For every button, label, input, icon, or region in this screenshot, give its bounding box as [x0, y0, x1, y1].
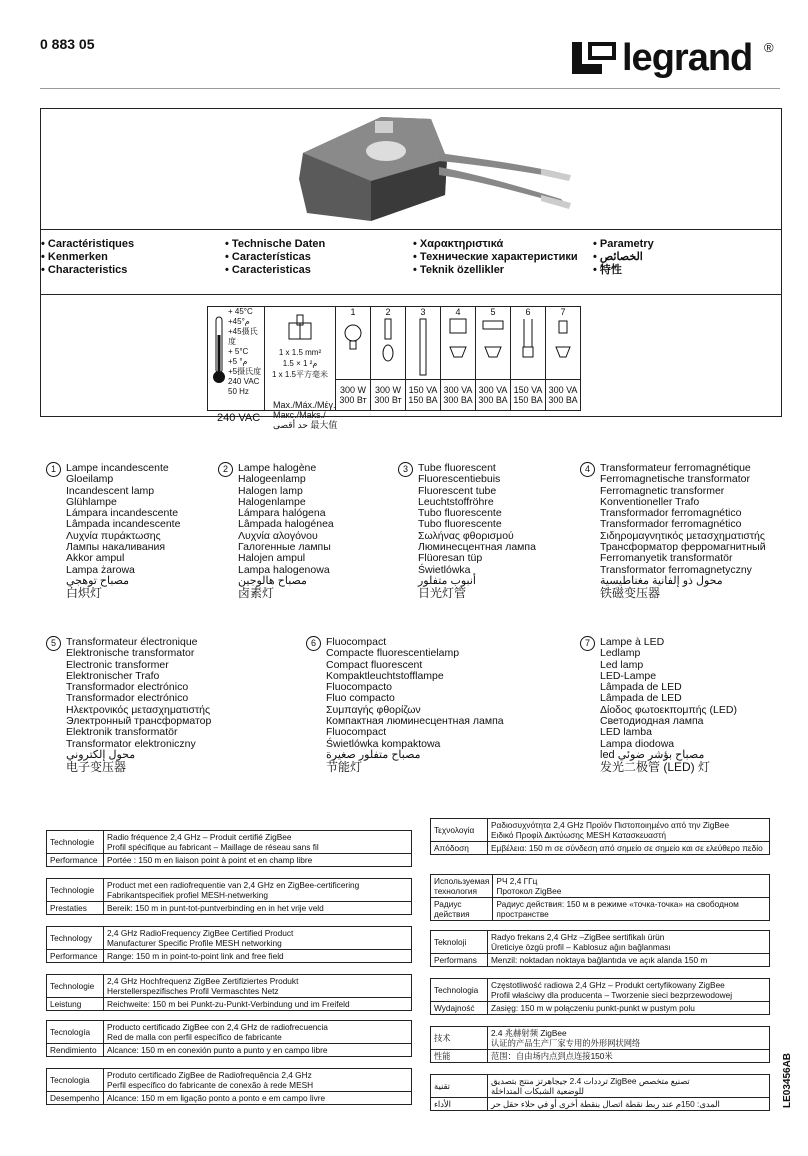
tech-value: Product met een radiofrequentie van 2,4 GHz en ZigBee-certificering Fabrikantspecifiek profiel MESH-netwerking: [104, 879, 412, 902]
tech-value: Producto certificado ZigBee con 2,4 GHz de radiofrecuencia Red de malla con perfil específico de fabricante: [104, 1021, 412, 1044]
tech-label: Performance: [47, 854, 104, 867]
lamp-name: Halogeenlamp: [238, 473, 306, 486]
lamp-name: Fluocompact: [326, 726, 387, 739]
electronic-transformer-icon: [481, 317, 505, 367]
power-4: 300 VA 300 ВА: [441, 380, 476, 411]
tech-value: Εμβέλεια: 150 m σε σύνδεση από σημείο σε σημείο και σε ελεύθερο πεδίο: [488, 842, 770, 855]
lamp-name: Gloeilamp: [66, 473, 114, 486]
tech-value: ترددات 2.4 جيجاهرتز منتج بتصديق ZigBee تصنيع متخصص للوضعية الشبكات المتداخلة: [488, 1075, 770, 1098]
led-lamp-icon: [553, 317, 573, 367]
lamp-name: Halojen ampul: [238, 552, 306, 565]
ferromagnetic-transformer-icon: [446, 317, 470, 367]
lamp-name: Συμπαγής φθορίζων: [326, 703, 421, 716]
lamp-name: Świetlówka: [418, 563, 471, 576]
tech-value: المدى: 150م عند ربط نقطة اتصال بنقطة أخرى أو في حلاء حقل حر: [488, 1098, 770, 1111]
specifications-panel: [40, 294, 782, 430]
power-1: 300 W 300 Вт: [336, 380, 371, 411]
lamp-name: Светодиодная лампа: [600, 715, 704, 728]
tech-label: Teknoloji: [431, 931, 488, 954]
lamp-name-arabic: أنبوب متفلور: [418, 574, 476, 587]
lamp-name-arabic: محول إلكتروني: [66, 748, 136, 761]
lamp-7-icon-cell: 7: [546, 307, 581, 380]
lamp-name: Λυχνία πυράκτωσης: [66, 529, 161, 542]
lamp-name-chinese: 节能灯: [326, 760, 363, 775]
lamp-name: Lampa żarowa: [66, 563, 135, 576]
lamp-name: Transformator ferromagnetyczny: [600, 563, 752, 576]
tech-label: تقنية: [431, 1075, 488, 1098]
lamp-name: Transformator elektroniczny: [66, 737, 196, 750]
lamp-name: Lampe à LED: [600, 636, 665, 648]
section-cell: 1 x 1.5 mm² 1.5 × 1 م² 1 x 1.5平方毫米: [265, 307, 336, 411]
lamp-name: Compact fluorescent: [326, 658, 423, 671]
tech-value: 2,4 GHz Hochfrequenz ZigBee Zertifiziertes Produkt Herstellerspezifisches Profil Vermaschtes Netz: [104, 975, 412, 998]
max-label: Max./Máx./Μέγ. Макс./Maks./ حد أقصى 最大值: [273, 400, 338, 430]
lamp-name: Elektronische transformator: [66, 647, 195, 660]
registered-mark: ®: [764, 40, 774, 55]
technology-table: [430, 930, 770, 967]
lamp-name: Kompaktleuchtstofflampe: [326, 669, 444, 682]
tech-label: Performance: [47, 950, 104, 963]
tech-label: Используемая технология: [431, 875, 493, 898]
product-photo: [40, 108, 782, 230]
halogen-lamp-icon: [378, 317, 398, 367]
lamp-name: Lámpara incandescente: [66, 507, 179, 520]
lamp-number-badge: 3: [398, 462, 413, 477]
tech-label: Technologie: [47, 831, 104, 854]
lamp-name: Ferromagnetic transformer: [600, 484, 725, 497]
lamp-number-badge: 5: [46, 636, 61, 651]
lamp-name: Glühlampe: [66, 495, 117, 508]
lamp-name: LED lamba: [600, 726, 652, 739]
tech-value: Reichweite: 150 m bei Punkt-zu-Punkt-Verbindung und im Freifeld: [104, 998, 412, 1011]
tech-label: Τεχνολογία: [431, 819, 488, 842]
lamp-name: Lâmpada halogénea: [238, 518, 334, 531]
lamp-name: Transformador ferromagnético: [600, 518, 742, 531]
lamp-name: Fluocompacto: [326, 681, 392, 694]
lamp-name: Flüoresan tüp: [418, 552, 483, 565]
lamp-name-arabic: مصباح هالوجين: [238, 574, 307, 587]
compact-fluorescent-icon: [518, 317, 538, 367]
lamp-name: Halogenlampe: [238, 495, 306, 508]
tech-value: Radyo frekans 2,4 GHz –ZigBee sertifikalı ürün Üreticiye özgü profil – Kablosuz ağın bağlanması: [488, 931, 770, 954]
lamp-name: Transformador ferromagnético: [600, 507, 742, 520]
lamp-name: Tubo fluorescente: [418, 507, 502, 520]
legrand-logo: [568, 36, 780, 80]
technology-table: [430, 1074, 770, 1111]
tech-value: Ραδιοσυχνότητα 2,4 GHz Προϊόν Πιστοποιημένο από την ZigBee Ειδικό Προφίλ Δικτύωσης MESH Κατασκευαστή: [488, 819, 770, 842]
tech-label: Leistung: [47, 998, 104, 1011]
lamp-name-chinese: 铁磁变压器: [600, 586, 661, 601]
lamp-name: Fluo compacto: [326, 692, 395, 705]
header-col-1: • Caractéristiques • Kenmerken • Characteristics: [41, 238, 134, 277]
tech-label: Rendimiento: [47, 1044, 104, 1057]
power-3: 150 VA 150 ВА: [406, 380, 441, 411]
lamp-name: Трансформатор ферромагнитный: [600, 541, 766, 554]
lamp-3-icon-cell: 3: [406, 307, 441, 380]
lamp-name: LED-Lampe: [600, 669, 657, 682]
lamp-name: Transformador electrónico: [66, 681, 189, 694]
tech-label: Απόδοση: [431, 842, 488, 855]
technology-table: [430, 818, 770, 855]
header-col-3: • Χαρακτηριστικά • Технические характеристики • Teknik özellikler: [413, 238, 578, 277]
lamp-name-arabic: مصباح متفلور صغيرة: [326, 748, 421, 761]
tech-value: Menzil: noktadan noktaya bağlantıda ve açık alanda 150 m: [488, 954, 770, 967]
lamp-name: Tube fluorescent: [418, 462, 496, 474]
tech-label: Technologie: [47, 879, 104, 902]
header-col-2: • Technische Daten • Características • Caracteristicas: [225, 238, 325, 277]
lamp-name: Ferromagnetische transformator: [600, 473, 750, 486]
lamp-name: Lampe incandescente: [66, 462, 169, 474]
lamp-name: Электронный трансформатор: [66, 715, 212, 728]
lamp-name: Akkor ampul: [66, 552, 125, 565]
lamp-name: Λυχνία αλογόνου: [238, 529, 318, 542]
lamp-name: Lampa diodowa: [600, 737, 675, 750]
brand-name: legrand: [622, 37, 753, 79]
lamp-name: Lâmpada incandescente: [66, 518, 181, 531]
temperature-cell: + 45°C +45°م +45摄氏度 + 5°C +5 °م +5摄氏度 240 VAC 50 Hz: [208, 307, 265, 411]
lamp-name: Compacte fluorescentielamp: [326, 647, 460, 660]
tech-label: 性能: [431, 1050, 488, 1063]
lamp-name: Transformateur ferromagnétique: [600, 462, 751, 474]
lamp-name: Δίοδος φωτοεκπομπής (LED): [600, 703, 737, 716]
lamp-name: Incandescent lamp: [66, 484, 155, 497]
power-5: 300 VA 300 ВА: [476, 380, 511, 411]
lamp-name: Σιδηρομαγνητικός μετασχηματιστής: [600, 529, 765, 542]
side-code: LE03456AB: [782, 1052, 793, 1108]
lamp-name: Ferromanyetik transformatör: [600, 552, 733, 565]
lamp-5-icon-cell: 5: [476, 307, 511, 380]
tech-label: Tecnología: [47, 1021, 104, 1044]
tech-label: Prestaties: [47, 902, 104, 915]
power-6: 150 VA 150 ВА: [511, 380, 546, 411]
lamp-name: Лампы накаливания: [66, 541, 166, 554]
tech-label: 技术: [431, 1027, 488, 1050]
tech-value: РЧ 2,4 ГГц Протокол ZigBee: [493, 875, 770, 898]
lamp-name-chinese: 日光灯管: [418, 586, 467, 601]
tech-value: 2.4 兆赫射频 ZigBee 认证的产品生产厂家专用的外形网状网络: [488, 1027, 770, 1050]
technology-table: [430, 978, 770, 1015]
power-2: 300 W 300 Вт: [371, 380, 406, 411]
tech-label: Desempenho: [47, 1092, 104, 1105]
lamp-name: Leuchtstoffröhre: [418, 495, 494, 508]
tech-label: Wydajność: [431, 1002, 488, 1015]
lamp-2-icon-cell: 2: [371, 307, 406, 380]
tech-label: Technologie: [47, 975, 104, 998]
tech-value: Alcance: 150 m em ligação ponto a ponto e em campo livre: [104, 1092, 412, 1105]
tech-value: Радиус действия: 150 м в режиме «точка-точка» на свободном пространстве: [493, 898, 770, 921]
specs-table: [207, 306, 581, 411]
lamp-name: Люминесцентная лампа: [418, 541, 536, 554]
tech-value: 2,4 GHz RadioFrequency ZigBee Certified Product Manufacturer Specific Profile MESH networking: [104, 927, 412, 950]
lamp-number-badge: 7: [580, 636, 595, 651]
lamp-name: Ledlamp: [600, 647, 641, 660]
lamp-name: Σωλήνας φθορισμού: [418, 529, 514, 542]
tech-value: Bereik: 150 m in punt-tot-puntverbinding en in het vrije veld: [104, 902, 412, 915]
document-number: 0 883 05: [40, 36, 95, 52]
lamp-name: Галогенные лампы: [238, 541, 331, 554]
tech-label: Technologia: [431, 979, 488, 1002]
tech-value: Częstotliwość radiowa 2,4 GHz – Produkt certyfikowany ZigBee Profil właściwy dla producenta – Tworzenie sieci bezprzewodowej: [488, 979, 770, 1002]
lamp-name: Lâmpada de LED: [600, 692, 682, 705]
lamp-name: Компактная люминесцентная лампа: [326, 715, 504, 728]
lamp-6-icon-cell: 6: [511, 307, 546, 380]
lamp-name: Elektronik transformatör: [66, 726, 178, 739]
lamp-name-chinese: 发光二极管 (LED) 灯: [600, 760, 711, 775]
lamp-name: Elektronischer Trafo: [66, 669, 160, 682]
lamp-name: Lâmpada de LED: [600, 681, 682, 694]
lamp-name: Konventioneller Trafo: [600, 495, 700, 508]
lamp-name: Electronic transformer: [66, 658, 169, 671]
tech-value: Alcance: 150 m en conexión punto a punto y en campo libre: [104, 1044, 412, 1057]
incandescent-bulb-icon: [343, 317, 363, 357]
lamp-name: Transformateur électronique: [66, 636, 198, 648]
technology-table: [46, 878, 412, 915]
tech-label: Tecnologia: [47, 1069, 104, 1092]
tech-label: الأداء: [431, 1098, 488, 1111]
voltage-label: 240 VAC: [217, 412, 261, 424]
tech-value: Radio fréquence 2,4 GHz – Produit certifié ZigBee Profil spécifique au fabricant – Maillage de réseau sans fil: [104, 831, 412, 854]
thermometer-icon: [212, 315, 226, 385]
lamp-name: Ηλεκτρονικός μετασχηματιστής: [66, 703, 211, 716]
technology-table: [46, 1068, 412, 1105]
lamp-name: Led lamp: [600, 658, 644, 671]
lamp-number-badge: 1: [46, 462, 61, 477]
technology-table: [430, 874, 770, 921]
power-7: 300 VA 300 ВА: [546, 380, 581, 411]
tech-value: Produto certificado ZigBee de Radiofrequência 2,4 GHz Perfil específico do fabricante de conexão à rede MESH: [104, 1069, 412, 1092]
header-col-4: • Parametry • الخصائص • 特性: [593, 238, 654, 277]
lamp-name: Fluorescentiebuis: [418, 473, 501, 486]
technology-table: [46, 830, 412, 867]
lamp-name: Lámpara halógena: [238, 507, 326, 520]
lamp-name: Tubo fluorescente: [418, 518, 502, 531]
lamp-number-badge: 2: [218, 462, 233, 477]
lamp-4-icon-cell: 4: [441, 307, 476, 380]
dimmer-module-image: [41, 109, 781, 229]
tech-value: Range: 150 m in point-to-point link and free field: [104, 950, 412, 963]
lamp-name-arabic: محول ذو إلفانية مغناطيسية: [600, 574, 723, 587]
terminal-screw-icon: [285, 313, 315, 343]
lamp-name: Lampa halogenowa: [238, 563, 330, 576]
legrand-mark-icon: [568, 36, 620, 80]
technology-table: [46, 926, 412, 963]
tech-label: Performans: [431, 954, 488, 967]
tech-label: Радиус действия: [431, 898, 493, 921]
lamp-name: Transformador electrónico: [66, 692, 189, 705]
lamp-name: Fluorescent tube: [418, 484, 497, 497]
lamp-name: Halogen lamp: [238, 484, 303, 497]
lamp-name: Fluocompact: [326, 636, 387, 648]
lamp-1-icon-cell: 1: [336, 307, 371, 380]
lamp-name-chinese: 白炽灯: [66, 586, 103, 601]
tech-value: Zasięg: 150 m w połączeniu punkt-punkt w pustym polu: [488, 1002, 770, 1015]
technology-table: [430, 1026, 770, 1063]
tech-value: 范围：自由场内点到点连接150米: [488, 1050, 770, 1063]
lamp-name-chinese: 电子变压器: [66, 760, 127, 775]
lamp-name: Lampe halogène: [238, 462, 317, 474]
technology-table: [46, 974, 412, 1011]
tech-value: Portée : 150 m en liaison point à point et en champ libre: [104, 854, 412, 867]
lamp-number-badge: 4: [580, 462, 595, 477]
technology-table: [46, 1020, 412, 1057]
header-divider: [40, 88, 780, 89]
tech-label: Technology: [47, 927, 104, 950]
lamp-name: Świetlówka kompaktowa: [326, 737, 441, 750]
lamp-name-chinese: 卤素灯: [238, 586, 275, 601]
characteristics-header: [40, 228, 782, 295]
lamp-number-badge: 6: [306, 636, 321, 651]
lamp-name-arabic: مصباح توهجي: [66, 574, 130, 587]
lamp-name-arabic: led مصباح بؤشر ضوئي: [600, 748, 705, 761]
fluorescent-tube-icon: [413, 317, 433, 377]
